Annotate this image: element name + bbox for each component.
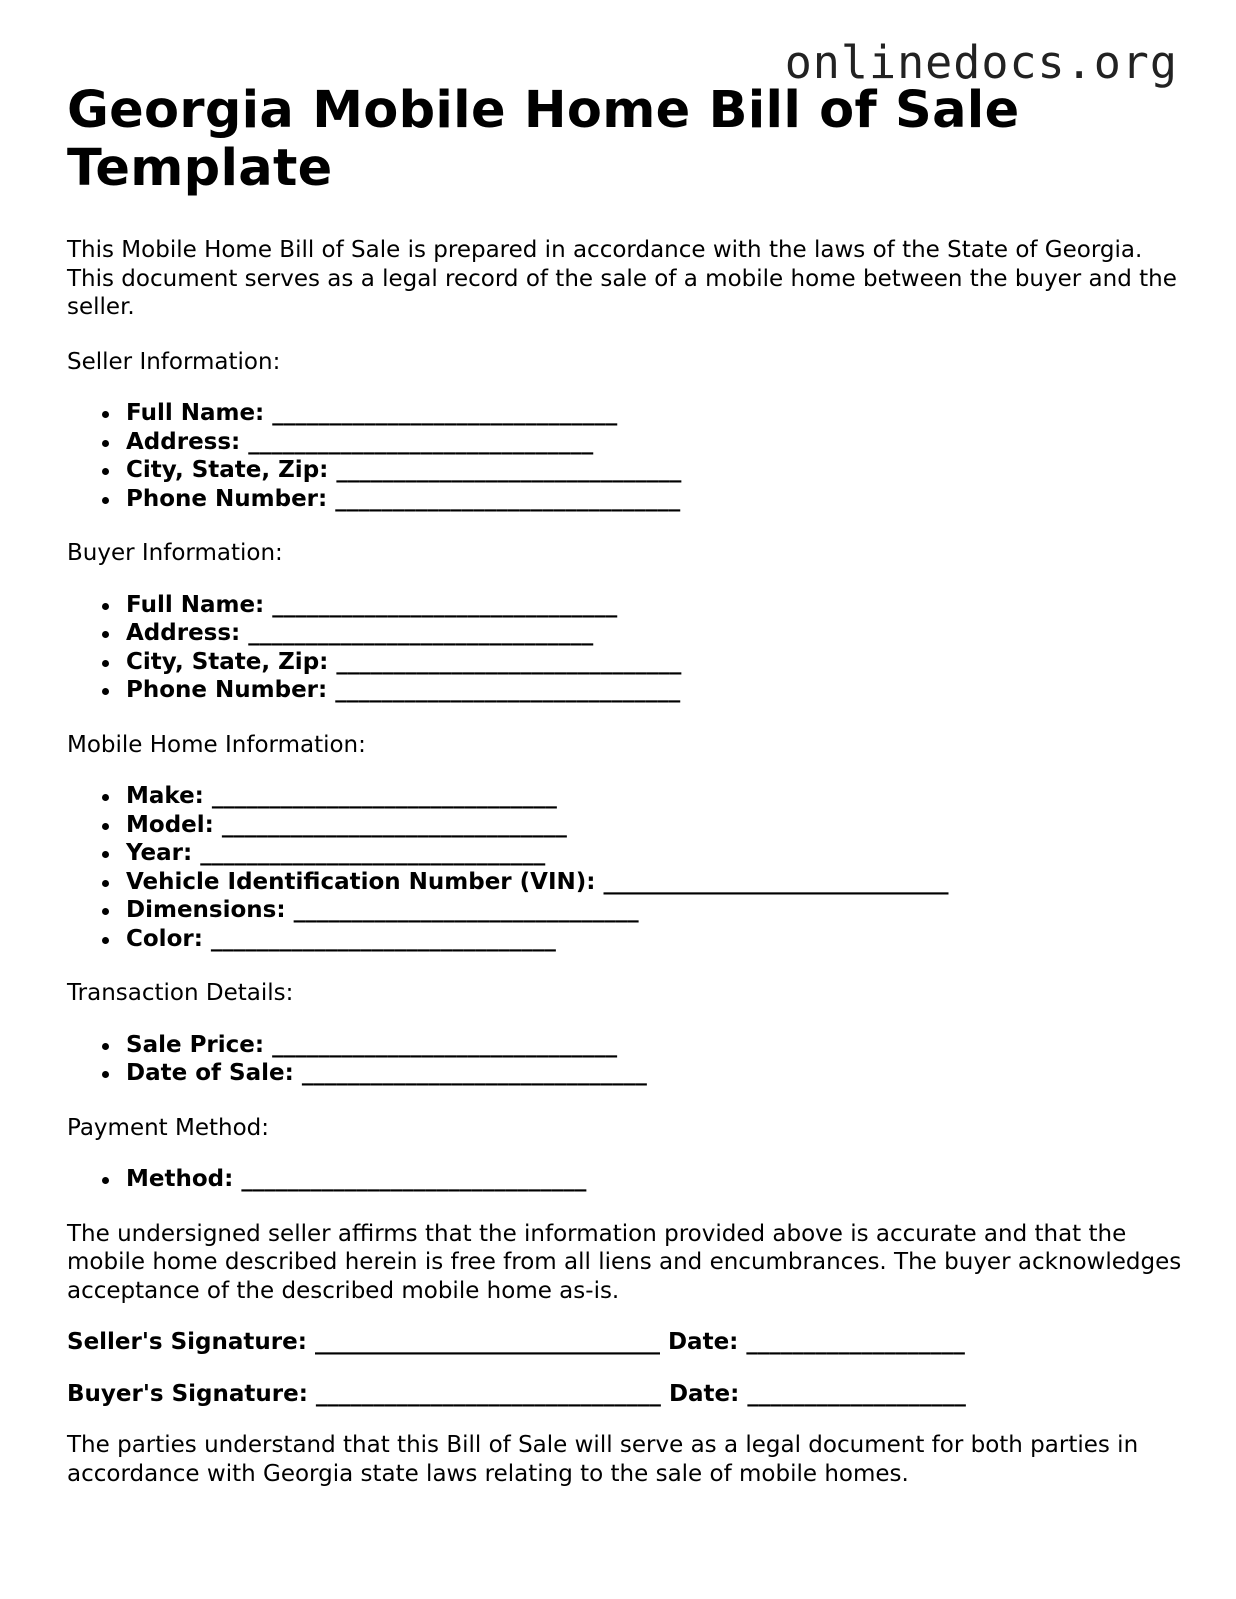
buyer-signature-blank[interactable]: ______________________________ [315,1380,661,1407]
buyer-phone-field [126,676,1187,705]
buyer-full-name-field [126,591,1187,620]
affirmation-paragraph: The undersigned seller affirms that the information provided above is accurate and that the mobile home described herein is free from all liens and encumbrances. The buyer acknowledges acceptance of the described mobile home as-is. [67,1220,1182,1304]
field-label: Make: [126,783,204,809]
field-label: Phone Number: [126,677,328,703]
seller-address-field [126,428,1187,457]
seller-signature-label: Seller's Signature: [67,1329,307,1355]
fill-in-blank[interactable]: ______________________________ [301,1060,647,1086]
field-label: Date of Sale: [126,1060,294,1086]
field-label: Color: [126,925,203,952]
fill-in-blank[interactable]: ______________________________ [335,677,681,703]
model-field [126,811,1187,840]
field-label: Model: [126,811,214,838]
fill-in-blank[interactable]: ______________________________ [272,591,618,618]
fill-in-blank[interactable]: ______________________________ [335,485,681,512]
seller-date-label: Date: [667,1329,739,1355]
seller-full-name-field [126,399,1187,428]
field-label: Phone Number: [126,485,328,512]
document-body [67,82,1187,1488]
field-label: Sale Price: [126,1031,265,1058]
color-field [126,925,1187,954]
transaction-field-list [67,1031,1187,1088]
field-label: Method: [126,1166,234,1192]
buyer-date-blank[interactable]: ___________________ [747,1380,966,1407]
year-field [126,839,1187,868]
fill-in-blank[interactable]: ______________________________ [210,925,556,952]
field-label: Address: [126,428,241,455]
buyer-field-list [67,591,1187,705]
buyer-signature-label: Buyer's Signature: [67,1380,308,1407]
payment-section-heading: Payment Method: [67,1114,270,1141]
fill-in-blank[interactable]: ______________________________ [603,868,949,895]
field-label: Vehicle Identification Number (VIN): [126,868,596,895]
payment-method-field [126,1165,1187,1194]
seller-city-state-zip-field [126,456,1187,485]
fill-in-blank[interactable]: ______________________________ [200,840,546,866]
buyer-address-field [126,619,1187,648]
closing-paragraph: The parties understand that this Bill of Sale will serve as a legal document for both parties in accordance with Georgia state laws relating to the sale of mobile homes. [67,1432,1139,1487]
fill-in-blank[interactable]: ______________________________ [221,811,567,838]
intro-paragraph: This Mobile Home Bill of Sale is prepared in accordance with the laws of the State of Georgia. This document serves as a legal record of the sale of a mobile home between the buyer and the seller. [67,237,1177,320]
field-label: City, State, Zip: [126,648,329,675]
seller-date-blank[interactable]: ___________________ [746,1329,965,1355]
seller-signature-blank[interactable]: ______________________________ [314,1329,660,1355]
page-title: Georgia Mobile Home Bill of Sale Template [67,81,1020,198]
fill-in-blank[interactable]: ______________________________ [272,1031,618,1058]
seller-signature-row [67,1328,1187,1357]
buyer-section-heading: Buyer Information: [67,540,283,566]
field-label: City, State, Zip: [126,457,329,483]
date-of-sale-field [126,1059,1187,1088]
field-label: Dimensions: [126,897,286,923]
seller-field-list [67,399,1187,513]
field-label: Full Name: [126,591,265,618]
transaction-section-heading: Transaction Details: [67,980,294,1006]
watermark: onlinedocs.org [784,36,1178,89]
fill-in-blank[interactable]: ______________________________ [248,620,594,646]
field-label: Full Name: [126,400,265,426]
buyer-signature-row [67,1380,1187,1409]
fill-in-blank[interactable]: ______________________________ [336,648,682,675]
fill-in-blank[interactable]: ______________________________ [293,897,639,923]
vin-field [126,868,1187,897]
mobile-home-field-list [67,782,1187,953]
buyer-city-state-zip-field [126,648,1187,677]
fill-in-blank[interactable]: ______________________________ [241,1166,587,1192]
mobile-home-section-heading: Mobile Home Information: [67,731,366,758]
fill-in-blank[interactable]: ______________________________ [248,428,594,455]
seller-section-heading: Seller Information: [67,348,281,375]
buyer-date-label: Date: [668,1380,740,1407]
field-label: Address: [126,620,241,646]
fill-in-blank[interactable]: ______________________________ [211,783,557,809]
fill-in-blank[interactable]: ______________________________ [272,400,618,426]
seller-phone-field [126,485,1187,514]
payment-field-list [67,1165,1187,1194]
fill-in-blank[interactable]: ______________________________ [336,457,682,483]
field-label: Year: [126,840,193,866]
dimensions-field [126,896,1187,925]
sale-price-field [126,1031,1187,1060]
make-field [126,782,1187,811]
